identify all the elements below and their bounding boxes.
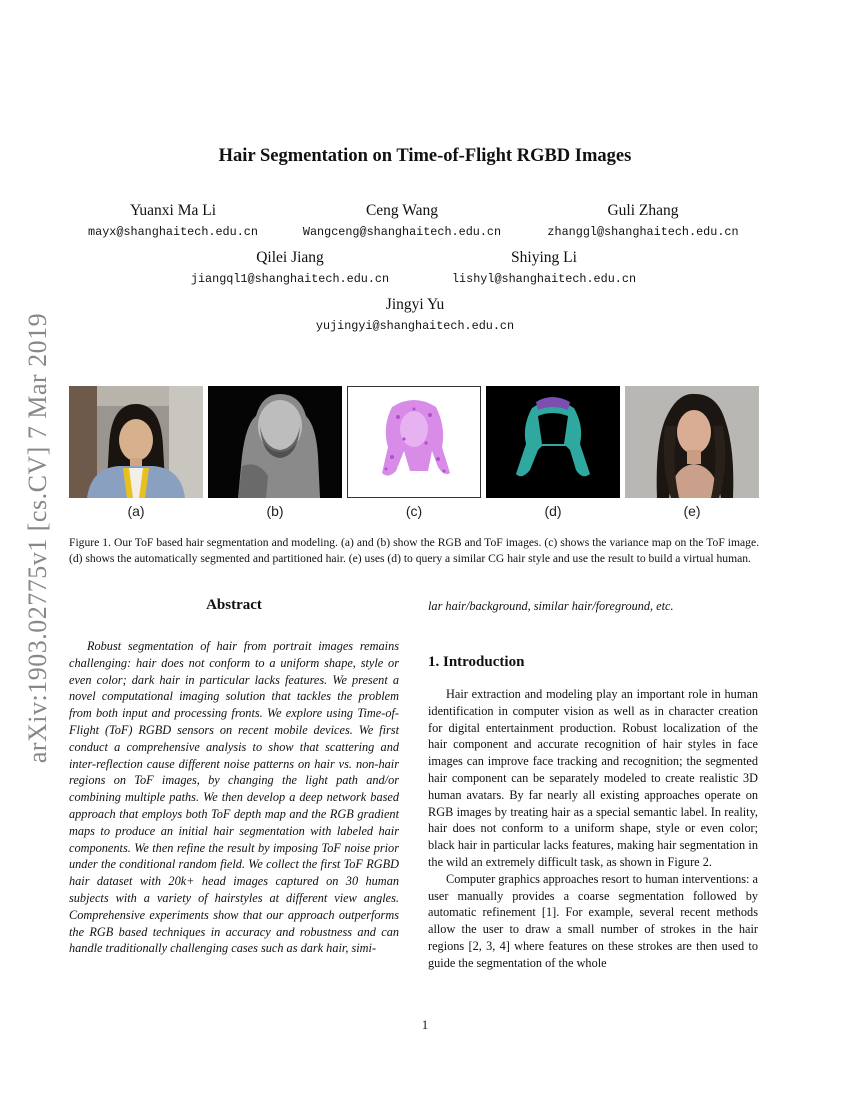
abstract-continuation: lar hair/background, similar hair/foreground, etc. (428, 599, 674, 613)
paper-title: Hair Segmentation on Time-of-Flight RGBD Images (218, 146, 632, 166)
author-name: Guli Zhang (607, 202, 679, 219)
author-email: jiangql1@shanghaitech.edu.cn (190, 272, 390, 286)
author-email: Wangceng@shanghaitech.edu.cn (302, 225, 502, 239)
author-block (58, 202, 288, 239)
author-email: zhanggl@shanghaitech.edu.cn (547, 225, 739, 239)
figure-panel-virtual-human (625, 386, 759, 498)
author-block (292, 202, 512, 239)
arxiv-stamp (18, 300, 58, 775)
author-name: Jingyi Yu (385, 296, 445, 313)
figure-label-b: (b) (266, 503, 284, 519)
figure-label-e: (e) (683, 503, 701, 519)
author-block (430, 249, 658, 286)
abstract-heading: Abstract (206, 597, 262, 613)
author-email: lishyl@shanghaitech.edu.cn (451, 272, 637, 286)
page-number: 1 (421, 1018, 429, 1032)
author-name: Yuanxi Ma Li (129, 202, 217, 219)
figure-panel-rgb (69, 386, 203, 498)
author-block (528, 202, 758, 239)
figure-label-c: (c) (405, 503, 423, 519)
introduction-body (428, 686, 758, 972)
author-name: Ceng Wang (365, 202, 439, 219)
author-block (175, 249, 405, 286)
author-name: Qilei Jiang (256, 249, 324, 266)
figure-panel-variance (347, 386, 481, 498)
introduction-paragraph: Computer graphics approaches resort to human interventions: a user manually provides a coarse segmentation followed by automatic refinement [1]. For example, several recent methods allow the user to draw a small number of strokes in the hair regions [2, 3, 4] where features on these strokes are then used to guide the segmentation of the whole (428, 871, 758, 970)
arxiv-id: arXiv:1903.02775v1 [cs.CV] 7 Mar 2019 (23, 312, 52, 763)
figure-caption: Figure 1. Our ToF based hair segmentation and modeling. (a) and (b) show the RGB and ToF images. (c) shows the variance map on the ToF image. (d) shows the automatically segmented and partitioned hair. (e) uses (d) to query a similar CG hair style and use the result to build a virtual human. (69, 536, 759, 565)
figure-panel-tof (208, 386, 342, 498)
figure-label-d: (d) (544, 503, 562, 519)
author-email: mayx@shanghaitech.edu.cn (88, 225, 258, 239)
introduction-heading: 1. Introduction (428, 654, 525, 670)
author-block (300, 296, 530, 333)
figure-label-a: (a) (127, 503, 145, 519)
abstract-body: Robust segmentation of hair from portrait images remains challenging: hair does not conform to a uniform shape, style or even color; dark hair in particular lacks features. We present a novel computational imaging solution that tackles the problem from both input and processing fronts. We explore using Time-of-Flight (ToF) RGBD sensors on recent mobile devices. We first conduct a comprehensive analysis to show that scattering and inter-reflection cause different noise patterns on hair vs. non-hair regions on ToF images, by changing the light path and/or combining multiple paths. We then develop a deep network based approach that employs both ToF depth map and the RGB gradient maps to produce an initial hair segmentation with labeled hair components. We then refine the result by imposing ToF noise prior under the conditional random field. We collect the first ToF RGBD hair dataset with 20k+ head images captured on 30 human subjects with a variety of hairstyles at different view angles. Comprehensive experiments show that our approach outperforms the RGB based techniques in accuracy and robustness and can handle traditionally challenging cases such as dark hair, simi- (69, 639, 399, 956)
author-email: yujingyi@shanghaitech.edu.cn (315, 319, 515, 333)
figure-panel-segmentation (486, 386, 620, 498)
author-name: Shiying Li (511, 249, 577, 266)
introduction-paragraph: Hair extraction and modeling play an important role in human identification in computer vision as well as in character creation for digital entertainment production. Robust localization of the hair component and accurate recognition of hair styles in face images can improve face tracking and recognition; the segmented hair component can be separately modeled to create realistic 3D human avatars. By far nearly all existing approaches operate on RGB images by treating hair as a special semantic label. In reality, hair does not conform to a uniform shape, style or even color; black hair in particular lacks features, making hair segmentation in the wild an extremely difficult task, as shown in Figure 2. (428, 687, 758, 869)
